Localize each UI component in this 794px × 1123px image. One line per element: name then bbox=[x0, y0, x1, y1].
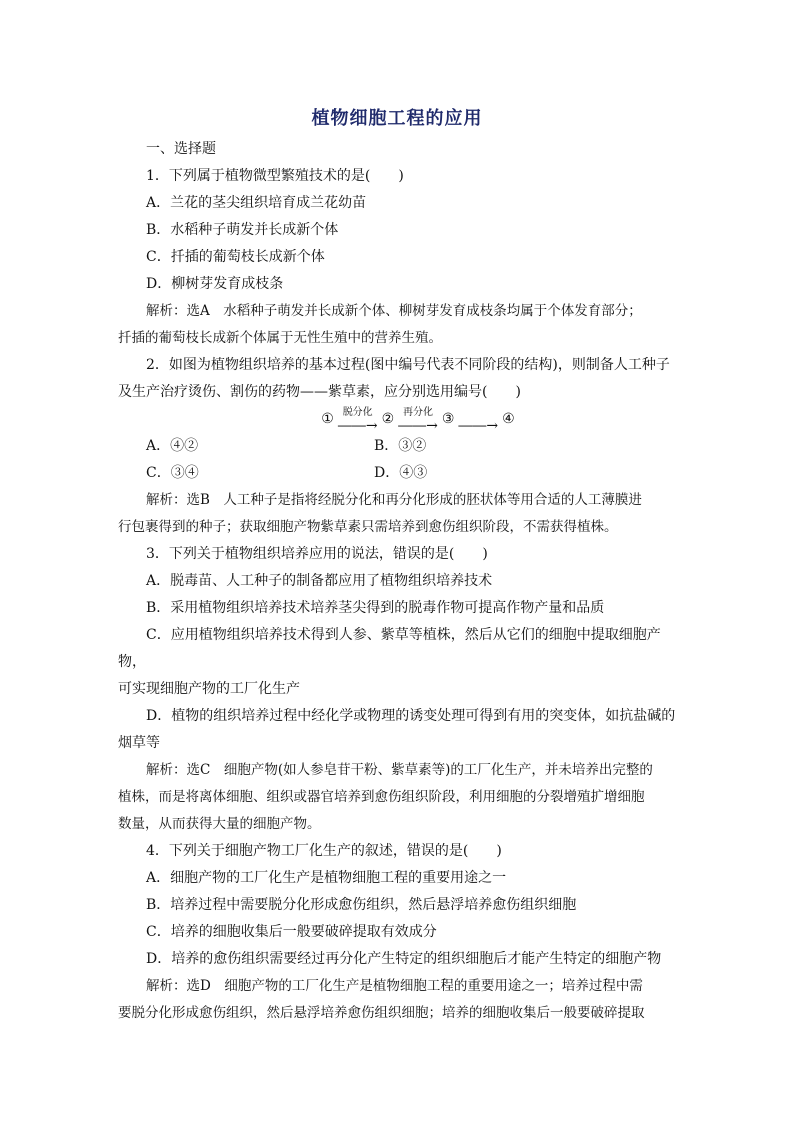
question-2-answer-cont: 行包裹得到的种子；获取细胞产物紫草素只需培养到愈伤组织阶段，不需获得植株。 bbox=[118, 519, 618, 535]
question-2-option-c: C．③④ bbox=[146, 465, 199, 481]
arrow-right-icon: ――→ bbox=[458, 418, 499, 434]
question-1-answer-cont: 扦插的葡萄枝长成新个体属于无性生殖中的营养生殖。 bbox=[118, 330, 442, 346]
question-2-option-d: D．④③ bbox=[374, 465, 428, 481]
question-1-option-a: A．兰花的茎尖组织培育成兰花幼苗 bbox=[146, 195, 367, 211]
diagram-node-1: ① bbox=[321, 411, 334, 427]
arrow-right-icon: ――→ bbox=[337, 418, 378, 434]
question-4-option-c: C．培养的细胞收集后一般要破碎提取有效成分 bbox=[146, 924, 437, 940]
question-2-option-b: B．③② bbox=[374, 438, 427, 454]
question-3-option-b: B．采用植物组织培养技术培养茎尖得到的脱毒作物可提高作物产量和品质 bbox=[146, 600, 605, 616]
question-3-option-d-cont: 烟草等 bbox=[118, 735, 160, 751]
question-3-option-d: D．植物的组织培养过程中经化学或物理的诱变处理可得到有用的突变体，如抗盐碱的 bbox=[146, 708, 676, 724]
diagram-arrow-3 bbox=[458, 419, 498, 433]
question-4-stem: 4．下列关于细胞产物工厂化生产的叙述，错误的是( ) bbox=[146, 843, 502, 859]
question-4-answer-cont: 要脱分化形成愈伤组织，然后悬浮培养愈伤组织细胞；培养的细胞收集后一般要破碎提取 bbox=[118, 1005, 645, 1021]
question-3-stem: 3．下列关于植物组织培养应用的说法，错误的是( ) bbox=[146, 546, 488, 562]
diagram-arrow-2 bbox=[398, 408, 438, 433]
question-2-options-row-2 bbox=[118, 460, 678, 487]
document-body bbox=[118, 136, 678, 1027]
question-3-answer-cont-1: 植株，而是将离体细胞、组织或器官培养到愈伤组织阶段，利用细胞的分裂增殖扩增细胞 bbox=[118, 789, 645, 805]
question-2-option-a: A．④② bbox=[146, 438, 199, 454]
question-2-answer: 解析：选B 人工种子是指将经脱分化和再分化形成的胚状体等用合适的人工薄膜进 bbox=[146, 492, 642, 508]
question-3-answer: 解析：选C 细胞产物(如人参皂苷干粉、紫草素等)的工厂化生产，并未培养出完整的 bbox=[146, 762, 653, 778]
question-4-option-a: A．细胞产物的工厂化生产是植物细胞工程的重要用途之一 bbox=[146, 870, 507, 886]
question-3-option-c: C．应用植物组织培养技术得到人参、紫草等植株，然后从它们的细胞中提取细胞产物， bbox=[118, 627, 661, 670]
question-2-options-row-1 bbox=[118, 433, 678, 460]
question-1-option-b: B．水稻种子萌发并长成新个体 bbox=[146, 222, 339, 238]
question-3-option-c-cont: 可实现细胞产物的工厂化生产 bbox=[118, 681, 300, 697]
question-4-option-b: B．培养过程中需要脱分化形成愈伤组织，然后悬浮培养愈伤组织细胞 bbox=[146, 897, 577, 913]
arrow-right-icon: ――→ bbox=[398, 418, 438, 434]
question-1-stem: 1．下列属于植物微型繁殖技术的是( ) bbox=[146, 168, 404, 184]
diagram-node-2: ② bbox=[381, 411, 395, 427]
question-1-option-c: C．扦插的葡萄枝长成新个体 bbox=[146, 249, 325, 265]
diagram-arrow-2-label: 再分化 bbox=[402, 407, 433, 418]
question-4-option-d: D．培养的愈伤组织需要经过再分化产生特定的组织细胞后才能产生特定的细胞产物 bbox=[146, 951, 662, 967]
question-1-option-d: D．柳树芽发育成枝条 bbox=[146, 276, 284, 292]
section-heading: 一、选择题 bbox=[146, 141, 216, 157]
diagram-node-4: ④ bbox=[502, 411, 515, 427]
diagram-node-3: ③ bbox=[441, 411, 455, 427]
question-2-stem: 2．如图为植物组织培养的基本过程(图中编号代表不同阶段的结构)，则制备人工种子 bbox=[146, 357, 670, 373]
question-1-answer: 解析：选A 水稻种子萌发并长成新个体、柳树芽发育成枝条均属于个体发育部分； bbox=[146, 303, 642, 319]
question-3-answer-cont-2: 数量，从而获得大量的细胞产物。 bbox=[118, 816, 321, 832]
tissue-culture-diagram bbox=[118, 406, 678, 433]
page-title: 植物细胞工程的应用 bbox=[311, 108, 483, 129]
diagram-arrow-1 bbox=[338, 408, 378, 433]
question-2-stem-cont: 及生产治疗烫伤、割伤的药物——紫草素，应分别选用编号( ) bbox=[118, 384, 521, 400]
diagram-arrow-1-label: 脱分化 bbox=[342, 407, 373, 418]
question-3-option-a: A．脱毒苗、人工种子的制备都应用了植物组织培养技术 bbox=[146, 573, 493, 589]
question-4-answer: 解析：选D 细胞产物的工厂化生产是植物细胞工程的重要用途之一；培养过程中需 bbox=[146, 978, 643, 994]
